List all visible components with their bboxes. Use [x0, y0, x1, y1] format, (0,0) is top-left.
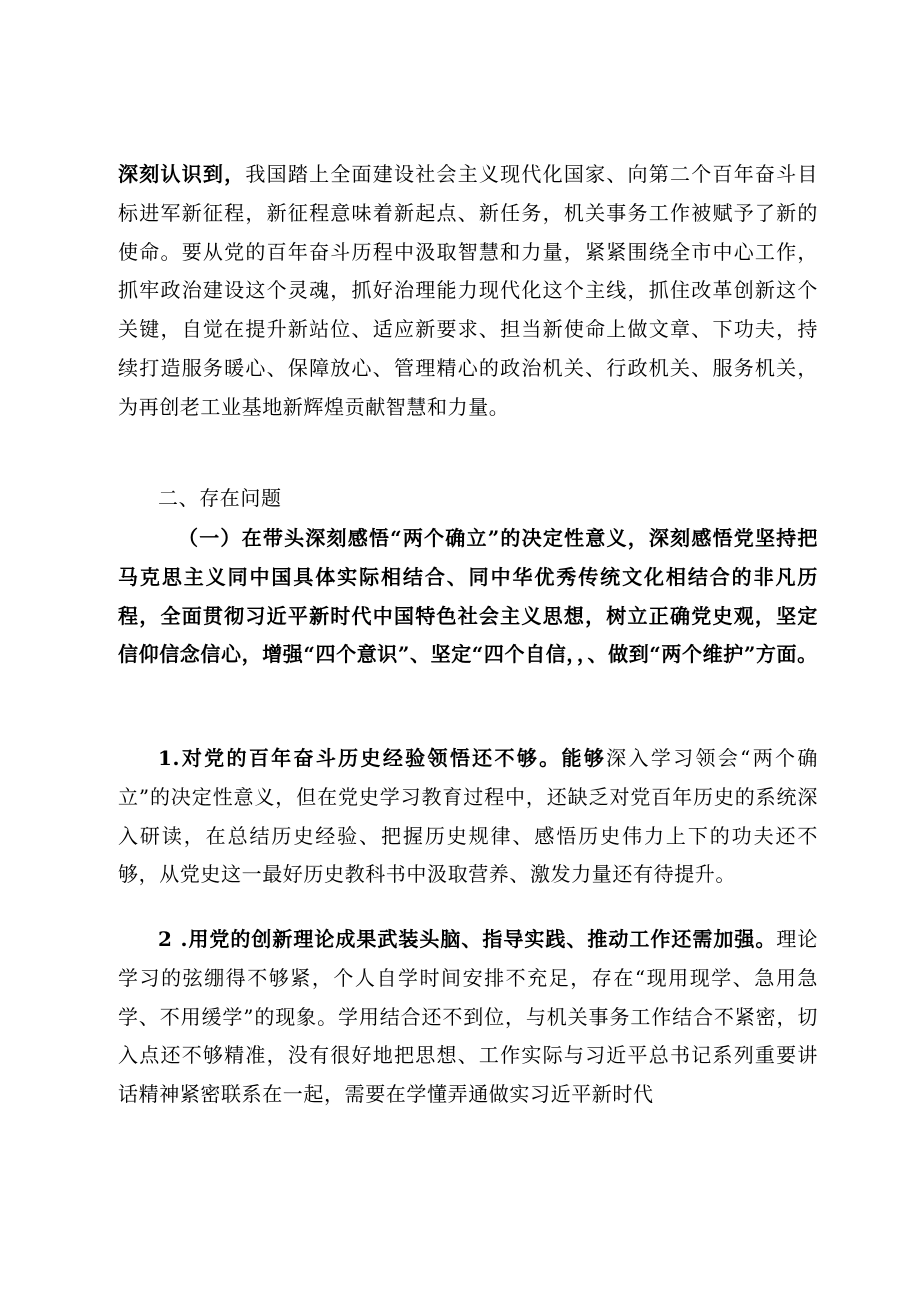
item-2-body: 理论学习的弦绷得不够紧，个人自学时间安排不充足，存在“现用现学、急用急学、不用缓学”的现象。学用结合还不到位，与机关事务工作结合不紧密，切入点还不够精准，没有很好地把思想、工作实际与习近平总书记系列重要讲话精神紧密联系在一起，需要在学懂弄通做实习近平新时代 [118, 927, 818, 1107]
item-2-paragraph [118, 920, 818, 1114]
intro-lead: 深刻认识到， [118, 162, 246, 186]
subsection-heading: （一）在带头深刻感悟“两个确立”的决定性意义，深刻感悟党坚持把马克思主义同中国具体实际相结合、同中华优秀传统文化相结合的非凡历程，全面贯彻习近平新时代中国特色社会主义思想，树立正确党史观，坚定信仰信念信心，增强“四个意识”、坚定“四个自信，，、做到“两个维护”方面。 [118, 526, 818, 667]
item-1-body: 深入学习领会“两个确立”的决定性意义，但在党史学习教育过程中，还缺乏对党百年历史的系统深入研读，在总结历史经验、把握历史规律、感悟历史伟力上下的功夫还不够，从党史这一最好历史教科书中汲取营养、激发力量还有待提升。 [118, 746, 818, 887]
intro-text: 我国踏上全面建设社会主义现代化国家、向第二个百年奋斗目标进军新征程，新征程意味着新起点、新任务，机关事务工作被赋予了新的使命。要从党的百年奋斗历程中汲取智慧和力量，紧紧围绕全市中心工作，抓牢政治建设这个灵魂，抓好治理能力现代化这个主线，抓住改革创新这个关键，自觉在提升新站位、适应新要求、担当新使命上做文章、下功夫，持续打造服务暖心、保障放心、管理精心的政治机关、行政机关、服务机关，为再创老工业基地新辉煌贡献智慧和力量。 [118, 162, 818, 419]
intro-paragraph [118, 155, 818, 427]
item-2-title: 2 .用党的创新理论成果武装头脑、指导实践、推动工作还需加强。 [158, 927, 777, 951]
item-1-paragraph [118, 739, 818, 894]
item-1-title: 1.对党的百年奋斗历史经验领悟还不够。能够 [158, 746, 607, 770]
section-heading: 二、存在问题 [158, 486, 282, 510]
